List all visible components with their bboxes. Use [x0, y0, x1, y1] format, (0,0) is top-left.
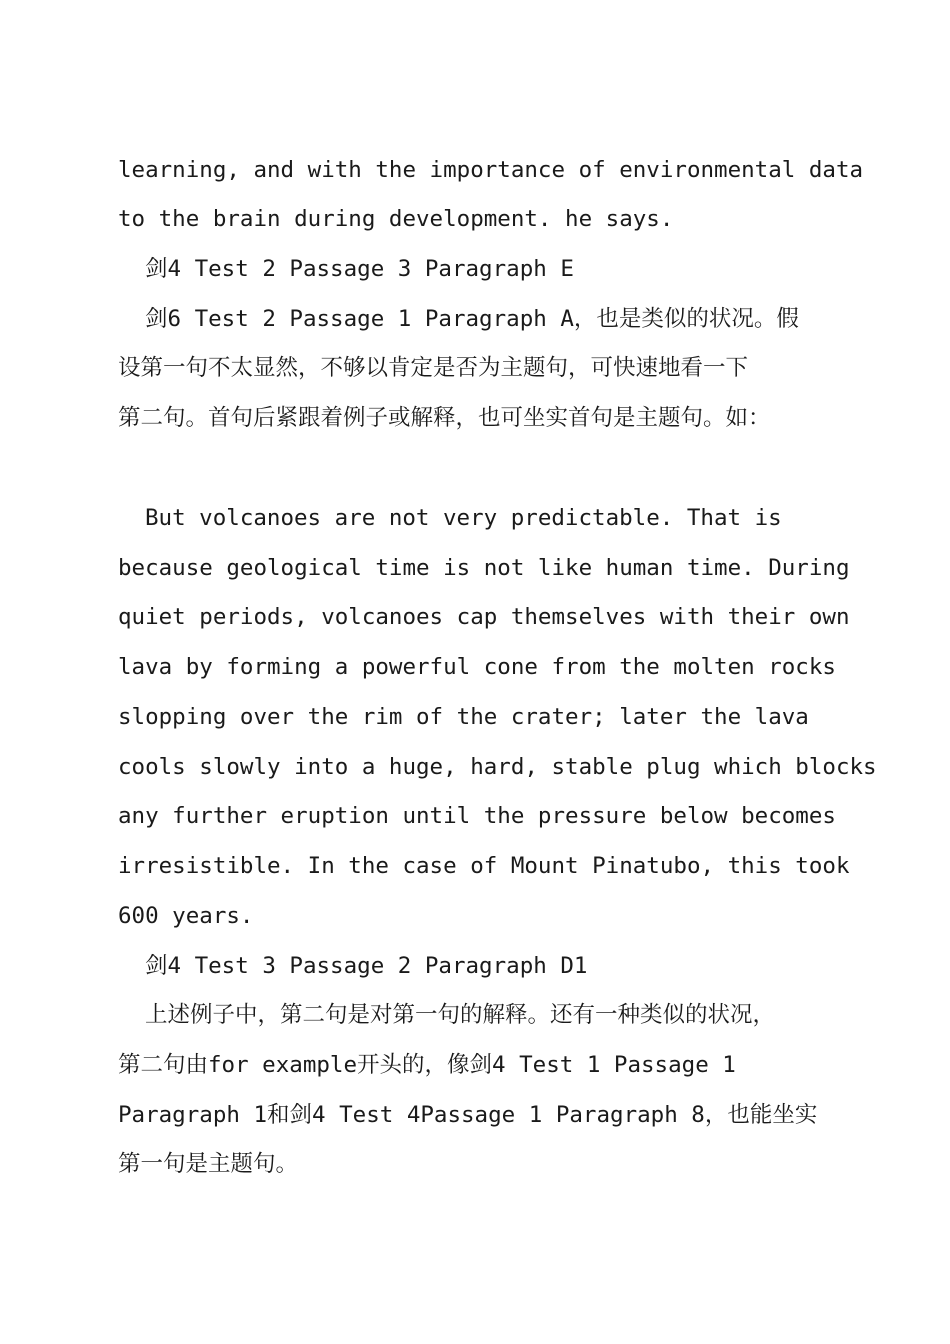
- reference-line: 剑4 Test 3 Passage 2 Paragraph D1: [145, 953, 588, 979]
- text-line: Paragraph 1和剑4 Test 4Passage 1 Paragraph 8，也能坐实: [118, 1102, 818, 1128]
- example-line: any further eruption until the pressure below becomes: [118, 803, 836, 829]
- example-line: lava by forming a powerful cone from the molten rocks: [118, 654, 836, 680]
- text-line: 剑6 Test 2 Passage 1 Paragraph A，也是类似的状况。假: [145, 306, 799, 332]
- example-line: quiet periods, volcanoes cap themselves with their own: [118, 604, 850, 630]
- text-line: 第二句。首句后紧跟着例子或解释，也可坐实首句是主题句。如：: [118, 405, 771, 431]
- text-line: 上述例子中，第二句是对第一句的解释。还有一种类似的状况，: [145, 1002, 776, 1028]
- text-line: 第一句是主题句。: [118, 1151, 299, 1177]
- example-line: 600 years.: [118, 903, 254, 929]
- text-line: learning, and with the importance of environmental data: [118, 157, 864, 183]
- example-line: irresistible. In the case of Mount Pinatubo, this took: [118, 853, 850, 879]
- example-line: cools slowly into a huge, hard, stable plug which blocks: [118, 754, 877, 780]
- example-line: slopping over the rim of the crater; later the lava: [118, 704, 809, 730]
- reference-line: 剑4 Test 2 Passage 3 Paragraph E: [145, 256, 574, 282]
- text-line: 设第一句不太显然，不够以肯定是否为主题句，可快速地看一下: [118, 355, 749, 381]
- example-line: But volcanoes are not very predictable. That is: [145, 505, 782, 531]
- example-line: because geological time is not like human time. During: [118, 555, 850, 581]
- text-line: 第二句由for example开头的，像剑4 Test 1 Passage 1: [118, 1052, 736, 1078]
- text-line: to the brain during development. he says.: [118, 206, 674, 232]
